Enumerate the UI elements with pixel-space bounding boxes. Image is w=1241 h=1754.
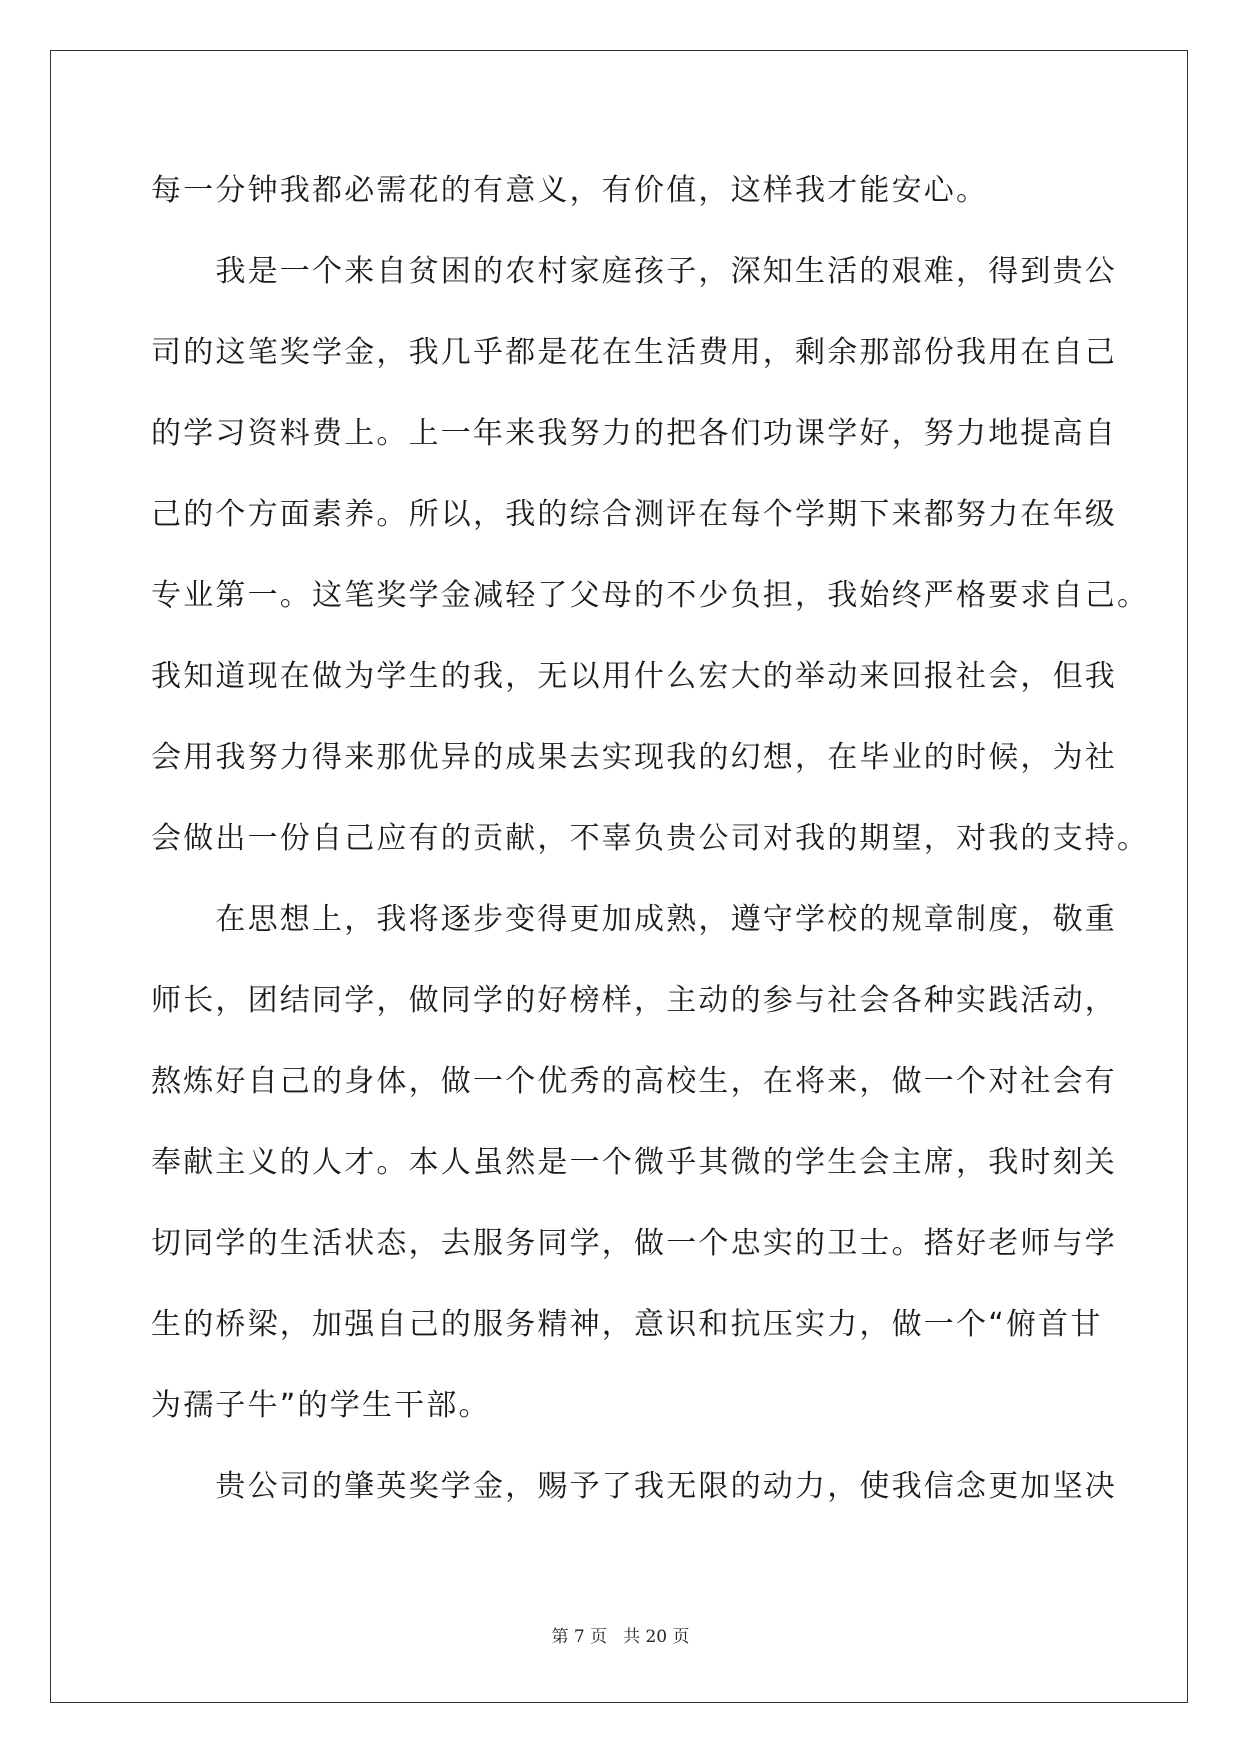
text-line: 司的这笔奖学金，我几乎都是花在生活费用，剩余那部份我用在自己 bbox=[151, 335, 1117, 370]
text-line: 会用我努力得来那优异的成果去实现我的幻想，在毕业的时候，为社 bbox=[151, 740, 1117, 775]
text-line: 我是一个来自贫困的农村家庭孩子，深知生活的艰难，得到贵公 bbox=[151, 254, 1117, 289]
text-line: 己的个方面素养。所以，我的综合测评在每个学期下来都努力在年级 bbox=[151, 497, 1117, 532]
page-number: 第 7 页 bbox=[551, 1627, 608, 1647]
text-line: 为孺子牛”的学生干部。 bbox=[151, 1388, 491, 1423]
text-line: 奉献主义的人才。本人虽然是一个微乎其微的学生会主席，我时刻关 bbox=[151, 1145, 1117, 1180]
text-line: 熬炼好自己的身体，做一个优秀的高校生，在将来，做一个对社会有 bbox=[151, 1064, 1117, 1099]
text-line: 贵公司的肇英奖学金，赐予了我无限的动力，使我信念更加坚决 bbox=[151, 1469, 1117, 1504]
text-line: 生的桥梁，加强自己的服务精神，意识和抗压实力，做一个“俯首甘 bbox=[151, 1307, 1103, 1342]
page-frame bbox=[50, 50, 1188, 1703]
text-line: 的学习资料费上。上一年来我努力的把各们功课学好，努力地提高自 bbox=[151, 416, 1117, 451]
page-total: 共 20 页 bbox=[623, 1627, 690, 1647]
text-line: 会做出一份自己应有的贡献，不辜负贵公司对我的期望，对我的支持。 bbox=[151, 821, 1150, 856]
page-footer bbox=[0, 1622, 1241, 1647]
text-line: 专业第一。这笔奖学金减轻了父母的不少负担，我始终严格要求自己。 bbox=[151, 578, 1150, 613]
text-line: 我知道现在做为学生的我，无以用什么宏大的举动来回报社会，但我 bbox=[151, 659, 1117, 694]
text-line: 在思想上，我将逐步变得更加成熟，遵守学校的规章制度，敬重 bbox=[151, 902, 1117, 937]
text-line: 每一分钟我都必需花的有意义，有价值，这样我才能安心。 bbox=[151, 173, 989, 208]
text-line: 切同学的生活状态，去服务同学，做一个忠实的卫士。搭好老师与学 bbox=[151, 1226, 1117, 1261]
text-line: 师长，团结同学，做同学的好榜样，主动的参与社会各种实践活动， bbox=[151, 983, 1117, 1018]
